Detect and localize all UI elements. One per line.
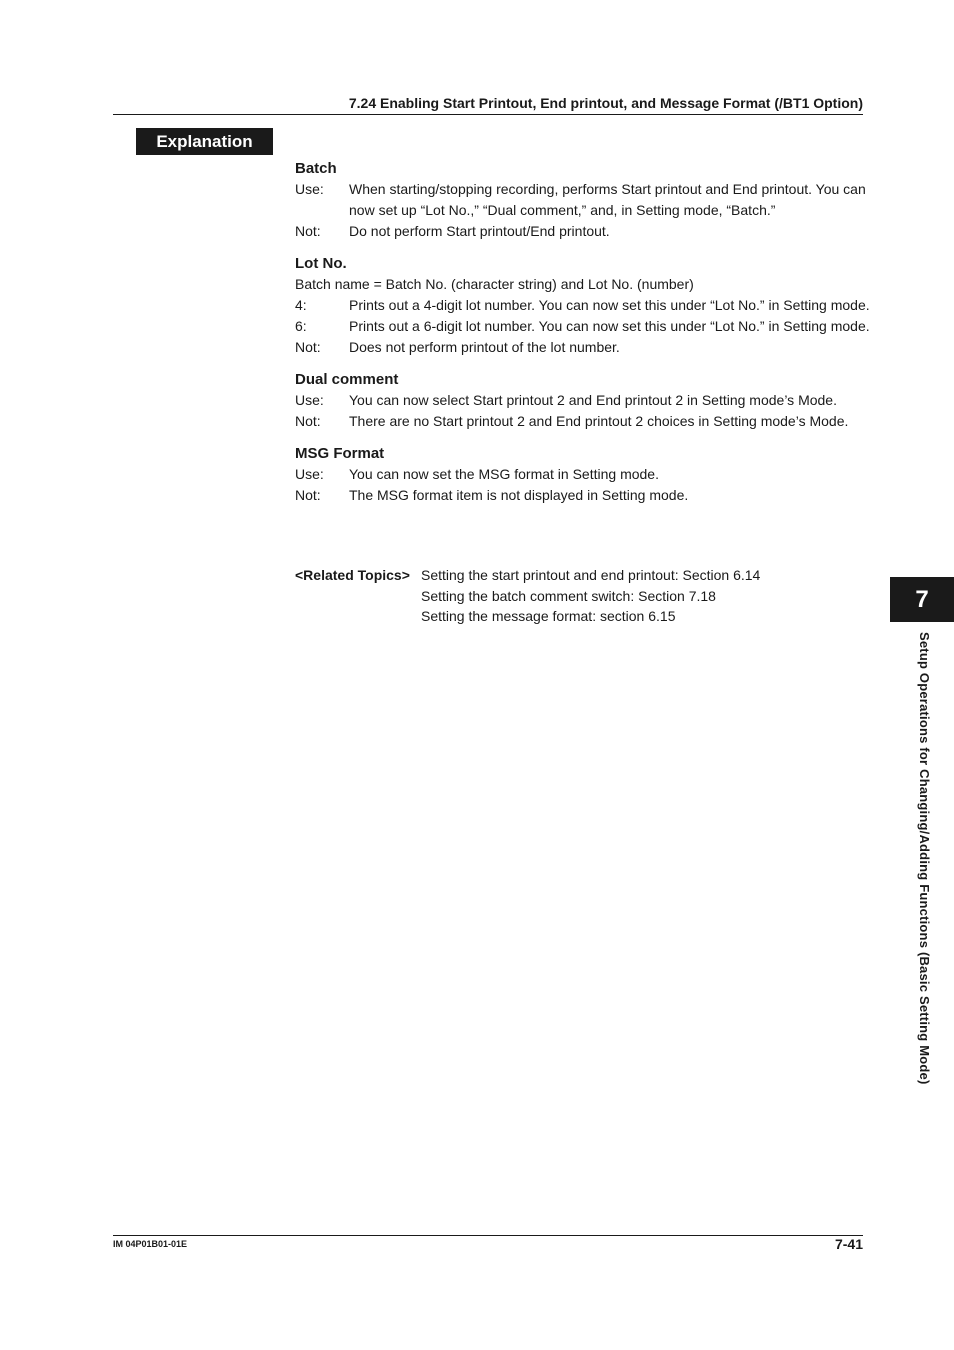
row-key: Use: [295, 181, 324, 197]
related-topic-item: Setting the message format: section 6.15 [421, 608, 676, 624]
section-heading: MSG Format [295, 445, 385, 462]
section-heading: Batch [295, 160, 337, 177]
related-topic-item: Setting the batch comment switch: Section 7.18 [421, 587, 716, 604]
related-topics-label: <Related Topics> [295, 567, 410, 583]
related-topics-list [421, 565, 760, 627]
definition-row [295, 221, 870, 242]
row-text: Does not perform printout of the lot number. [349, 339, 620, 355]
row-key: Not: [295, 339, 321, 355]
section-msg-format [295, 444, 870, 506]
section-heading: Dual comment [295, 371, 399, 388]
row-text: You can now select Start printout 2 and End printout 2 in Setting mode’s Mode. [349, 392, 837, 408]
header-divider [113, 114, 863, 115]
definition-row [295, 464, 870, 485]
chapter-number-tab: 7 [890, 577, 954, 622]
explanation-content [295, 159, 870, 518]
row-text: Prints out a 6-digit lot number. You can now set this under “Lot No.” in Setting mode. [349, 318, 870, 334]
row-key: Use: [295, 392, 324, 408]
definition-row [295, 390, 870, 411]
definition-row [295, 337, 870, 358]
footer-divider [113, 1235, 863, 1236]
row-key: Not: [295, 223, 321, 239]
row-text: When starting/stopping recording, performs Start printout and End printout. You can now set up “Lot No.,” “Dual comment,” and, in Setting mode, “Batch.” [349, 181, 866, 218]
definition-row [295, 485, 870, 506]
section-lot-no [295, 254, 870, 358]
row-key: 6: [295, 318, 307, 334]
definition-row [295, 295, 870, 316]
definition-row [295, 179, 870, 221]
row-key: Not: [295, 487, 321, 503]
footer-page-number: 7-41 [834, 1236, 863, 1252]
footer-document-id: IM 04P01B01-01E [113, 1239, 188, 1249]
related-topics [295, 565, 760, 627]
explanation-badge: Explanation [136, 128, 273, 155]
row-text: Prints out a 4-digit lot number. You can now set this under “Lot No.” in Setting mode. [349, 297, 870, 313]
row-text: Do not perform Start printout/End printout. [349, 223, 610, 239]
row-key: Use: [295, 466, 324, 482]
section-dual-comment [295, 370, 870, 432]
definition-row [295, 411, 870, 432]
related-topic-item: Setting the start printout and end printout: Section 6.14 [421, 567, 761, 583]
section-heading: Lot No. [295, 255, 347, 272]
chapter-side-title: Setup Operations for Changing/Adding Functions (Basic Setting Mode) [917, 632, 932, 1085]
row-key: 4: [295, 297, 307, 313]
section-intro: Batch name = Batch No. (character string) and Lot No. (number) [295, 276, 694, 292]
page-header-title: 7.24 Enabling Start Printout, End printout, and Message Format (/BT1 Option) [348, 95, 863, 111]
section-batch [295, 159, 870, 242]
row-text: The MSG format item is not displayed in Setting mode. [349, 487, 689, 503]
definition-row [295, 316, 870, 337]
row-text: There are no Start printout 2 and End printout 2 choices in Setting mode’s Mode. [349, 413, 849, 429]
row-key: Not: [295, 413, 321, 429]
row-text: You can now set the MSG format in Setting mode. [349, 466, 659, 482]
